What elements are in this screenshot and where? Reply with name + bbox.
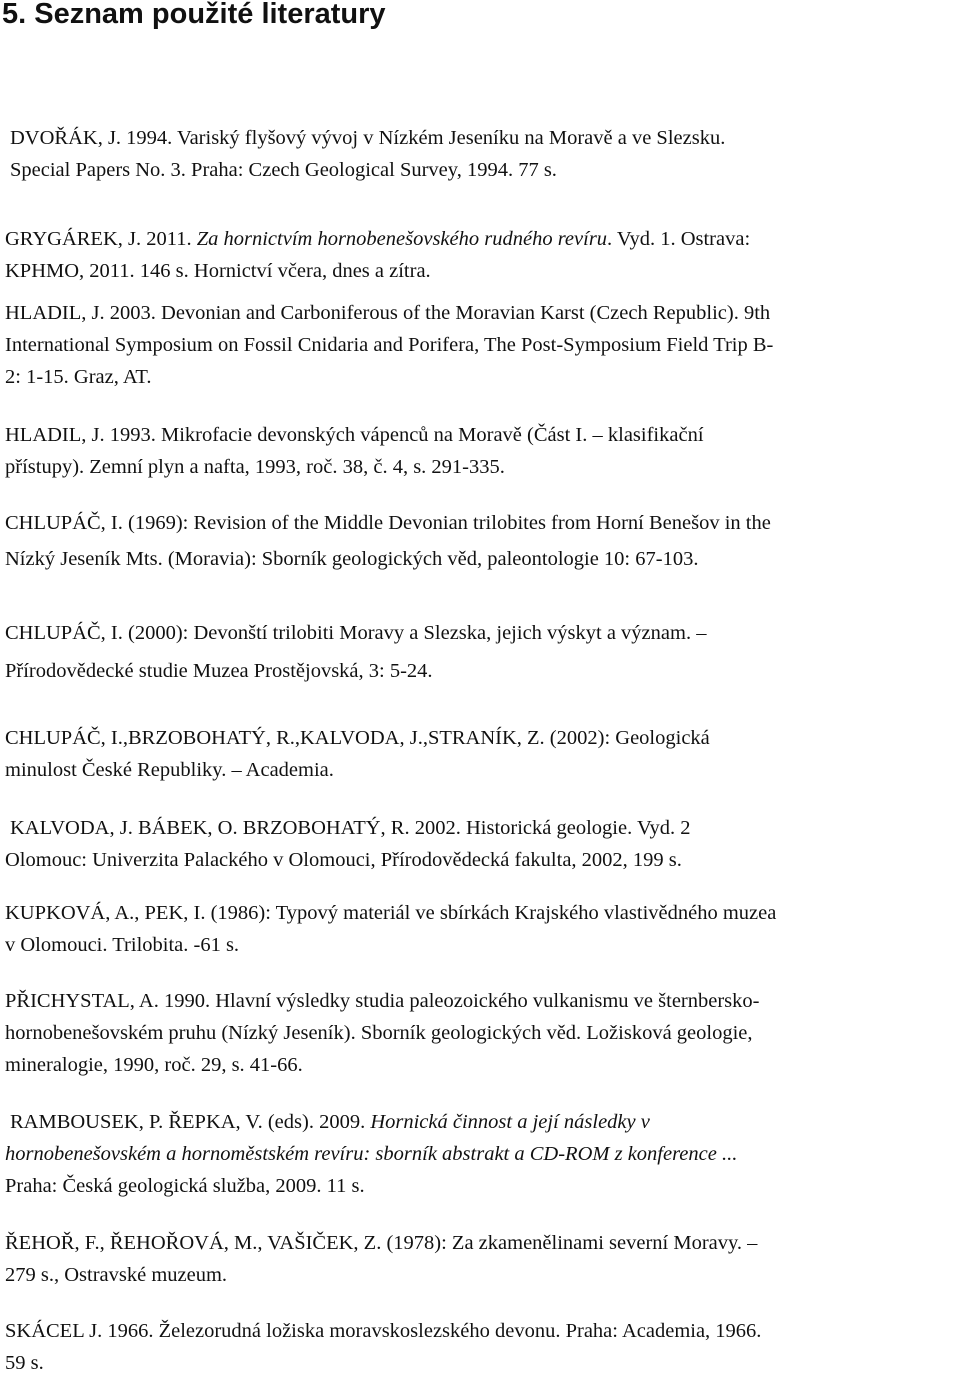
- reference-hladil-1993: [5, 419, 957, 483]
- reference-line: 59 s.: [5, 1352, 44, 1374]
- reference-line: HLADIL, J. 1993. Mikrofacie devonských vápenců na Moravě (Část I. – klasifikační: [5, 424, 704, 446]
- reference-details: . Vyd. 1. Ostrava:: [607, 228, 751, 250]
- reference-kupkova-1986: [5, 897, 957, 961]
- reference-line: hornobenešovském pruhu (Nízký Jeseník). Sborník geologických věd. Ložisková geologie,: [5, 1022, 753, 1044]
- reference-line: CHLUPÁČ, I. (1969): Revision of the Middle Devonian trilobites from Horní Benešov in the: [5, 512, 771, 534]
- reference-chlupac-1969: [5, 505, 957, 577]
- reference-line: KALVODA, J. BÁBEK, O. BRZOBOHATÝ, R. 2002. Historická geologie. Vyd. 2: [10, 817, 691, 839]
- reference-chlupac-2002: [5, 722, 957, 786]
- reference-line: DVOŘÁK, J. 1994. Variský flyšový vývoj v Nízkém Jeseníku na Moravě a ve Slezsku.: [10, 127, 726, 149]
- reference-chlupac-2000: [5, 614, 957, 690]
- reference-line: CHLUPÁČ, I.,BRZOBOHATÝ, R.,KALVODA, J.,STRANÍK, Z. (2002): Geologická: [5, 727, 710, 749]
- reference-author: RAMBOUSEK, P. ŘEPKA, V. (eds). 2009.: [10, 1111, 371, 1133]
- reference-line: Praha: Česká geologická služba, 2009. 11 s.: [5, 1175, 365, 1197]
- reference-book-title: Za hornictvím hornobenešovského rudného revíru: [196, 228, 608, 250]
- reference-line: [10, 1106, 957, 1138]
- reference-line: [5, 223, 957, 255]
- reference-rehor-1978: [5, 1227, 957, 1291]
- reference-line: mineralogie, 1990, roč. 29, s. 41-66.: [5, 1054, 303, 1076]
- reference-line: Olomouc: Univerzita Palackého v Olomouci, Přírodovědecká fakulta, 2002, 199 s.: [5, 849, 682, 871]
- reference-line: KPHMO, 2011. 146 s. Hornictví včera, dnes a zítra.: [5, 260, 431, 282]
- reference-kalvoda-2002: [5, 812, 957, 876]
- reference-line: v Olomouci. Trilobita. -61 s.: [5, 934, 240, 956]
- reference-line: přístupy). Zemní plyn a nafta, 1993, roč. 38, č. 4, s. 291-335.: [5, 456, 505, 478]
- reference-line: SKÁCEL J. 1966. Železorudná ložiska moravskoslezského devonu. Praha: Academia, 1966.: [5, 1320, 762, 1342]
- reference-prichystal-1990: [5, 985, 957, 1081]
- reference-grygarek-2011: [5, 223, 957, 287]
- reference-line: 2: 1-15. Graz, AT.: [5, 366, 152, 388]
- reference-skacel-1966: [5, 1315, 957, 1379]
- reference-line: CHLUPÁČ, I. (2000): Devonští trilobiti Moravy a Slezska, jejich výskyt a význam. –: [5, 622, 707, 644]
- reference-line: Nízký Jeseník Mts. (Moravia): Sborník geologických věd, paleontologie 10: 67-103.: [5, 548, 699, 570]
- reference-book-title: Hornická činnost a její následky v: [370, 1111, 650, 1133]
- reference-hladil-2003: [5, 297, 957, 393]
- page-title: 5. Seznam použité literatury: [2, 0, 386, 30]
- reference-line: PŘICHYSTAL, A. 1990. Hlavní výsledky studia paleozoického vulkanismu ve šternbersko-: [5, 990, 760, 1012]
- reference-dvorak-1994: [5, 122, 957, 186]
- reference-line: International Symposium on Fossil Cnidaria and Porifera, The Post-Symposium Field Trip B-: [5, 334, 774, 356]
- reference-line: 279 s., Ostravské muzeum.: [5, 1264, 228, 1286]
- reference-book-title-cont: hornobenešovském a hornoměstském revíru: sborník abstrakt a CD-ROM z konference ...: [5, 1143, 738, 1165]
- reference-line: HLADIL, J. 2003. Devonian and Carboniferous of the Moravian Karst (Czech Republic). 9th: [5, 302, 771, 324]
- reference-line: KUPKOVÁ, A., PEK, I. (1986): Typový materiál ve sbírkách Krajského vlastivědného muzea: [5, 902, 777, 924]
- reference-line: ŘEHOŘ, F., ŘEHOŘOVÁ, M., VAŠIČEK, Z. (1978): Za zkamenělinami severní Moravy. –: [5, 1232, 758, 1254]
- reference-rambousek-2009: [5, 1106, 957, 1202]
- reference-line: minulost České Republiky. – Academia.: [5, 759, 334, 781]
- reference-author: GRYGÁREK, J. 2011.: [5, 228, 197, 250]
- reference-line: Special Papers No. 3. Praha: Czech Geological Survey, 1994. 77 s.: [10, 159, 557, 181]
- reference-line: Přírodovědecké studie Muzea Prostějovská, 3: 5-24.: [5, 660, 433, 682]
